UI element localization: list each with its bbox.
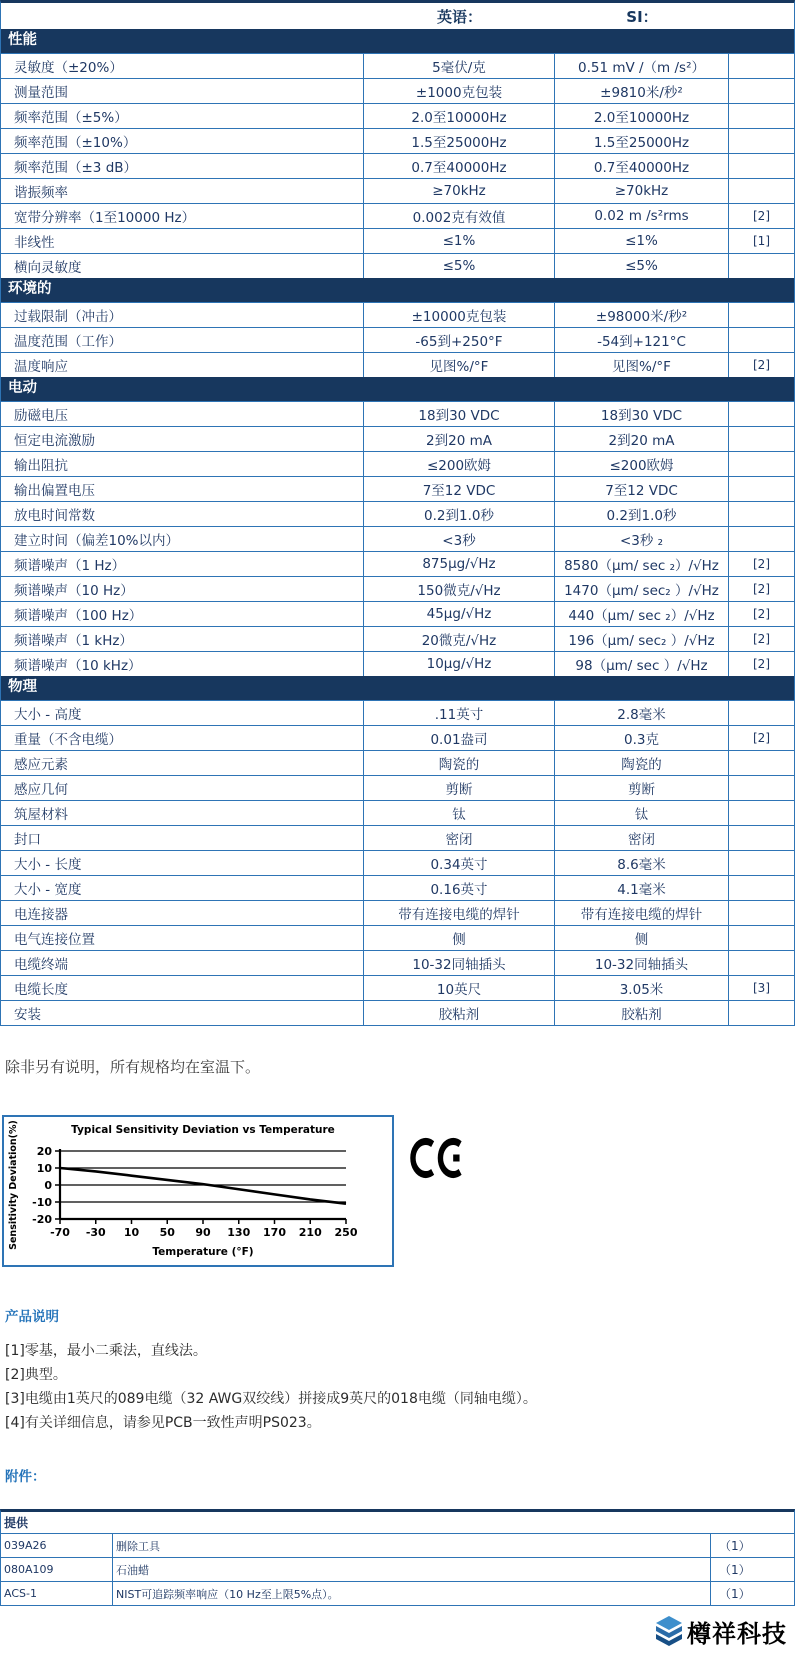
table-row	[1, 651, 794, 676]
spec-value-english: 20微克/√Hz	[364, 627, 555, 651]
spec-value-english: 0.01盎司	[364, 726, 555, 750]
spec-label: 频率范围（±10%）	[1, 129, 364, 153]
svg-text:210: 210	[298, 1226, 322, 1239]
spec-value-english: -65到+250°F	[364, 328, 555, 352]
spec-value-english: ±1000克包装	[364, 79, 555, 103]
sensitivity-deviation-chart	[2, 1115, 394, 1267]
spec-label: 测量范围	[1, 79, 364, 103]
spec-value-english: .11英寸	[364, 701, 555, 725]
spec-label: 恒定电流激励	[1, 427, 364, 451]
accessory-qty: （1）	[719, 1539, 751, 1553]
accessory-model: 080A109	[1, 1558, 113, 1581]
svg-text:130: 130	[227, 1226, 251, 1239]
brand-logo	[0, 1614, 787, 1649]
brand-cube-icon	[654, 1615, 684, 1649]
spec-label: 大小 - 高度	[1, 701, 364, 725]
table-row	[1, 900, 794, 925]
spec-value-english: 侧	[364, 926, 555, 950]
product-note: [2]典型。	[5, 1367, 67, 1383]
spec-value-si: 2到20 mA	[555, 427, 729, 451]
spec-value-english: 875μg/√Hz	[364, 552, 555, 576]
spec-value-english: 胶粘剂	[364, 1001, 555, 1025]
spec-label: 重量（不含电缆）	[1, 726, 364, 750]
spec-label: 频谱噪声（1 Hz）	[1, 552, 364, 576]
spec-note-ref	[729, 876, 794, 900]
spec-note-ref	[729, 427, 794, 451]
table-row	[1, 401, 794, 426]
svg-text:10: 10	[36, 1162, 52, 1175]
product-notes-title: 产品说明	[5, 1309, 59, 1325]
spec-value-si: 陶瓷的	[555, 751, 729, 775]
product-note: [3]电缆由1英尺的089电缆（32 AWG双绞线）拼接成9英尺的018电缆（同轴电缆）。	[5, 1391, 537, 1407]
product-note: [4]有关详细信息，请参见PCB一致性声明PS023。	[5, 1415, 321, 1431]
table-row	[1, 875, 794, 900]
accessories-table-header: 提供	[4, 1516, 29, 1530]
spec-note-ref	[729, 1001, 794, 1025]
spec-label: 频谱噪声（10 Hz）	[1, 577, 364, 601]
spec-note-ref: [2]	[753, 582, 770, 596]
sensitivity-chart-svg	[4, 1117, 392, 1265]
table-row	[1, 352, 794, 377]
accessory-description: 石油蜡	[113, 1558, 711, 1581]
spec-value-english: 0.16英寸	[364, 876, 555, 900]
spec-value-si: 0.3克	[555, 726, 729, 750]
spec-label: 电缆长度	[1, 976, 364, 1000]
table-row	[1, 775, 794, 800]
spec-value-si: 440（μm/ sec ₂）/√Hz	[555, 602, 729, 626]
svg-text:-10: -10	[32, 1196, 52, 1209]
spec-note-ref: [2]	[753, 632, 770, 646]
svg-text:-20: -20	[32, 1213, 52, 1226]
spec-value-english: 2到20 mA	[364, 427, 555, 451]
section-header: 性能	[1, 29, 794, 53]
spec-label: 频率范围（±5%）	[1, 104, 364, 128]
spec-note-ref	[729, 527, 794, 551]
spec-value-si: 10-32同轴插头	[555, 951, 729, 975]
spec-note-ref	[729, 402, 794, 426]
spec-value-si: 3.05米	[555, 976, 729, 1000]
svg-text:Sensitivity Deviation(%): Sensitivity Deviation(%)	[8, 1120, 19, 1250]
spec-note-ref: [1]	[753, 234, 770, 248]
spec-note-ref: [2]	[753, 657, 770, 671]
spec-value-si: 0.51 mV /（m /s²）	[555, 54, 729, 78]
spec-value-english: 45μg/√Hz	[364, 602, 555, 626]
spec-value-english: <3秒	[364, 527, 555, 551]
spec-note-ref	[729, 751, 794, 775]
spec-label: 大小 - 宽度	[1, 876, 364, 900]
spec-value-si: ≤200欧姆	[555, 452, 729, 476]
spec-value-si: 8.6毫米	[555, 851, 729, 875]
table-row	[1, 426, 794, 451]
spec-value-si: 7至12 VDC	[555, 477, 729, 501]
spec-note-ref	[729, 154, 794, 178]
spec-header-english: 英语：	[436, 7, 482, 26]
accessory-qty: （1）	[719, 1587, 751, 1601]
accessory-qty: （1）	[719, 1563, 751, 1577]
section-header: 环境的	[1, 278, 794, 302]
spec-label: 频谱噪声（1 kHz）	[1, 627, 364, 651]
spec-value-si: 196（μm/ sec₂ ）/√Hz	[555, 627, 729, 651]
table-row	[1, 228, 794, 253]
spec-value-english: ≤200欧姆	[364, 452, 555, 476]
spec-value-si: 2.8毫米	[555, 701, 729, 725]
table-row	[1, 725, 794, 750]
spec-label: 感应几何	[1, 776, 364, 800]
spec-value-si: 98（μm/ sec ）/√Hz	[555, 652, 729, 676]
spec-note-ref: [2]	[753, 607, 770, 621]
spec-value-english: ≤1%	[364, 229, 555, 253]
accessory-description: NIST可追踪频率响应（10 Hz至上限5%点）。	[113, 1582, 711, 1605]
spec-value-english: 10μg/√Hz	[364, 652, 555, 676]
spec-label: 频谱噪声（100 Hz）	[1, 602, 364, 626]
table-row	[1, 327, 794, 352]
table-row	[1, 476, 794, 501]
table-row	[1, 178, 794, 203]
spec-value-si: 1.5至25000Hz	[555, 129, 729, 153]
table-row	[1, 302, 794, 327]
spec-note-ref	[729, 826, 794, 850]
ce-mark-icon	[410, 1137, 462, 1183]
table-row	[1, 750, 794, 775]
table-row	[1, 451, 794, 476]
spec-value-si: 4.1毫米	[555, 876, 729, 900]
spec-label: 输出阻抗	[1, 452, 364, 476]
accessory-model: ACS-1	[1, 1582, 113, 1605]
svg-text:10: 10	[123, 1226, 140, 1239]
spec-note-ref	[729, 254, 794, 278]
table-row	[1, 626, 794, 651]
spec-note-ref: [3]	[753, 981, 770, 995]
table-row	[1, 1000, 794, 1025]
table-row	[1, 576, 794, 601]
spec-value-english: ≥70kHz	[364, 179, 555, 203]
accessory-model: 039A26	[1, 1534, 113, 1557]
spec-value-si: 18到30 VDC	[555, 402, 729, 426]
spec-label: 大小 - 长度	[1, 851, 364, 875]
spec-value-english: 150微克/√Hz	[364, 577, 555, 601]
spec-label: 温度范围（工作）	[1, 328, 364, 352]
table-row	[1, 700, 794, 725]
svg-text:Typical Sensitivity Deviation: Typical Sensitivity Deviation vs Temperature	[71, 1124, 335, 1136]
accessory-description: 删除工具	[113, 1534, 711, 1557]
table-row	[1, 103, 794, 128]
spec-value-si: 2.0至10000Hz	[555, 104, 729, 128]
spec-label: 谐振频率	[1, 179, 364, 203]
spec-value-english: 0.002克有效值	[364, 204, 555, 228]
chart-and-ce-row	[2, 1115, 795, 1267]
table-row	[1, 253, 794, 278]
spec-label: 横向灵敏度	[1, 254, 364, 278]
spec-label: 电气连接位置	[1, 926, 364, 950]
table-row	[1, 950, 794, 975]
table-row	[1, 975, 794, 1000]
spec-label: 筑屋材料	[1, 801, 364, 825]
spec-label: 封口	[1, 826, 364, 850]
spec-value-english: 7至12 VDC	[364, 477, 555, 501]
svg-text:20: 20	[36, 1145, 52, 1158]
spec-value-si: 带有连接电缆的焊针	[555, 901, 729, 925]
section-header: 电动	[1, 377, 794, 401]
spec-value-english: 剪断	[364, 776, 555, 800]
spec-value-si: ≤1%	[555, 229, 729, 253]
spec-label: 非线性	[1, 229, 364, 253]
spec-note-ref	[729, 851, 794, 875]
table-row	[1, 501, 794, 526]
spec-note-ref	[729, 129, 794, 153]
spec-note-ref	[729, 801, 794, 825]
svg-text:170: 170	[263, 1226, 286, 1239]
room-temperature-footnote: 除非另有说明，所有规格均在室温下。	[5, 1058, 261, 1076]
product-notes-list	[5, 1339, 795, 1435]
spec-table-body	[1, 29, 794, 1025]
table-row	[1, 153, 794, 178]
svg-text:0: 0	[44, 1179, 52, 1192]
spec-note-ref	[729, 502, 794, 526]
table-row	[1, 1581, 794, 1605]
table-row	[1, 203, 794, 228]
table-row	[1, 601, 794, 626]
spec-label: 放电时间常数	[1, 502, 364, 526]
table-row	[1, 825, 794, 850]
spec-note-ref	[729, 951, 794, 975]
spec-value-si: 1470（μm/ sec₂ ）/√Hz	[555, 577, 729, 601]
svg-text:Temperature (°F): Temperature (°F)	[152, 1246, 254, 1258]
spec-note-ref	[729, 776, 794, 800]
spec-value-si: <3秒 ₂	[555, 527, 729, 551]
table-row	[1, 78, 794, 103]
spec-note-ref	[729, 926, 794, 950]
spec-value-english: 0.2到1.0秒	[364, 502, 555, 526]
spec-note-ref	[729, 79, 794, 103]
spec-value-si: 剪断	[555, 776, 729, 800]
spec-value-english: 钛	[364, 801, 555, 825]
spec-label: 电缆终端	[1, 951, 364, 975]
spec-note-ref	[729, 901, 794, 925]
spec-value-si: 见图%/°F	[555, 353, 729, 377]
table-row	[1, 526, 794, 551]
spec-value-si: ±9810米/秒²	[555, 79, 729, 103]
spec-value-si: 0.02 m /s²rms	[555, 204, 729, 228]
spec-note-ref: [2]	[753, 358, 770, 372]
accessories-table-body	[1, 1533, 794, 1605]
spec-note-ref	[729, 54, 794, 78]
spec-value-si: 8580（μm/ sec ₂）/√Hz	[555, 552, 729, 576]
svg-text:-30: -30	[85, 1226, 106, 1239]
product-note: [1]零基，最小二乘法，直线法。	[5, 1343, 207, 1359]
spec-value-si: -54到+121°C	[555, 328, 729, 352]
spec-value-si: 钛	[555, 801, 729, 825]
svg-text:50: 50	[159, 1226, 175, 1239]
spec-value-si: 侧	[555, 926, 729, 950]
table-row	[1, 800, 794, 825]
spec-label: 建立时间（偏差10%以内）	[1, 527, 364, 551]
spec-label: 感应元素	[1, 751, 364, 775]
spec-note-ref	[729, 104, 794, 128]
spec-note-ref	[729, 477, 794, 501]
spec-note-ref: [2]	[753, 557, 770, 571]
spec-value-si: 胶粘剂	[555, 1001, 729, 1025]
spec-label: 输出偏置电压	[1, 477, 364, 501]
spec-value-si: ≤5%	[555, 254, 729, 278]
spec-value-english: 5毫伏/克	[364, 54, 555, 78]
spec-label: 频率范围（±3 dB）	[1, 154, 364, 178]
table-row	[1, 925, 794, 950]
spec-value-english: ±10000克包装	[364, 303, 555, 327]
spec-value-english: 18到30 VDC	[364, 402, 555, 426]
spec-value-english: 2.0至10000Hz	[364, 104, 555, 128]
spec-value-english: 陶瓷的	[364, 751, 555, 775]
svg-text:-70: -70	[50, 1226, 70, 1239]
table-row	[1, 1557, 794, 1581]
spec-value-english: ≤5%	[364, 254, 555, 278]
spec-note-ref	[729, 328, 794, 352]
spec-note-ref	[729, 701, 794, 725]
section-header: 物理	[1, 676, 794, 700]
spec-label: 过载限制（冲击）	[1, 303, 364, 327]
accessories-title: 附件：	[5, 1469, 46, 1485]
svg-text:90: 90	[195, 1226, 211, 1239]
spec-value-english: 见图%/°F	[364, 353, 555, 377]
table-row	[1, 850, 794, 875]
spec-value-english: 1.5至25000Hz	[364, 129, 555, 153]
spec-label: 励磁电压	[1, 402, 364, 426]
spec-value-si: 0.7至40000Hz	[555, 154, 729, 178]
spec-label: 电连接器	[1, 901, 364, 925]
spec-note-ref	[729, 303, 794, 327]
spec-table-header	[1, 3, 794, 29]
spec-value-si: ±98000米/秒²	[555, 303, 729, 327]
spec-label: 灵敏度（±20%）	[1, 54, 364, 78]
spec-value-english: 0.34英寸	[364, 851, 555, 875]
spec-note-ref: [2]	[753, 209, 770, 223]
spec-label: 安装	[1, 1001, 364, 1025]
table-row	[1, 128, 794, 153]
spec-header-si: SI：	[626, 7, 658, 26]
svg-text:250: 250	[334, 1226, 358, 1239]
table-row	[1, 53, 794, 78]
spec-note-ref: [2]	[753, 731, 770, 745]
spec-value-english: 0.7至40000Hz	[364, 154, 555, 178]
spec-value-si: ≥70kHz	[555, 179, 729, 203]
spec-value-english: 密闭	[364, 826, 555, 850]
accessories-table	[0, 1509, 795, 1606]
spec-value-english: 10英尺	[364, 976, 555, 1000]
spec-label: 温度响应	[1, 353, 364, 377]
spec-note-ref	[729, 179, 794, 203]
spec-value-si: 0.2到1.0秒	[555, 502, 729, 526]
spec-label: 宽带分辨率（1至10000 Hz）	[1, 204, 364, 228]
spec-value-si: 密闭	[555, 826, 729, 850]
chart-data-line	[60, 1168, 346, 1204]
spec-label: 频谱噪声（10 kHz）	[1, 652, 364, 676]
spec-note-ref	[729, 452, 794, 476]
brand-logo-text: 樽祥科技	[687, 1620, 787, 1648]
spec-value-english: 10-32同轴插头	[364, 951, 555, 975]
table-row	[1, 551, 794, 576]
table-row	[1, 1533, 794, 1557]
spec-value-english: 带有连接电缆的焊针	[364, 901, 555, 925]
